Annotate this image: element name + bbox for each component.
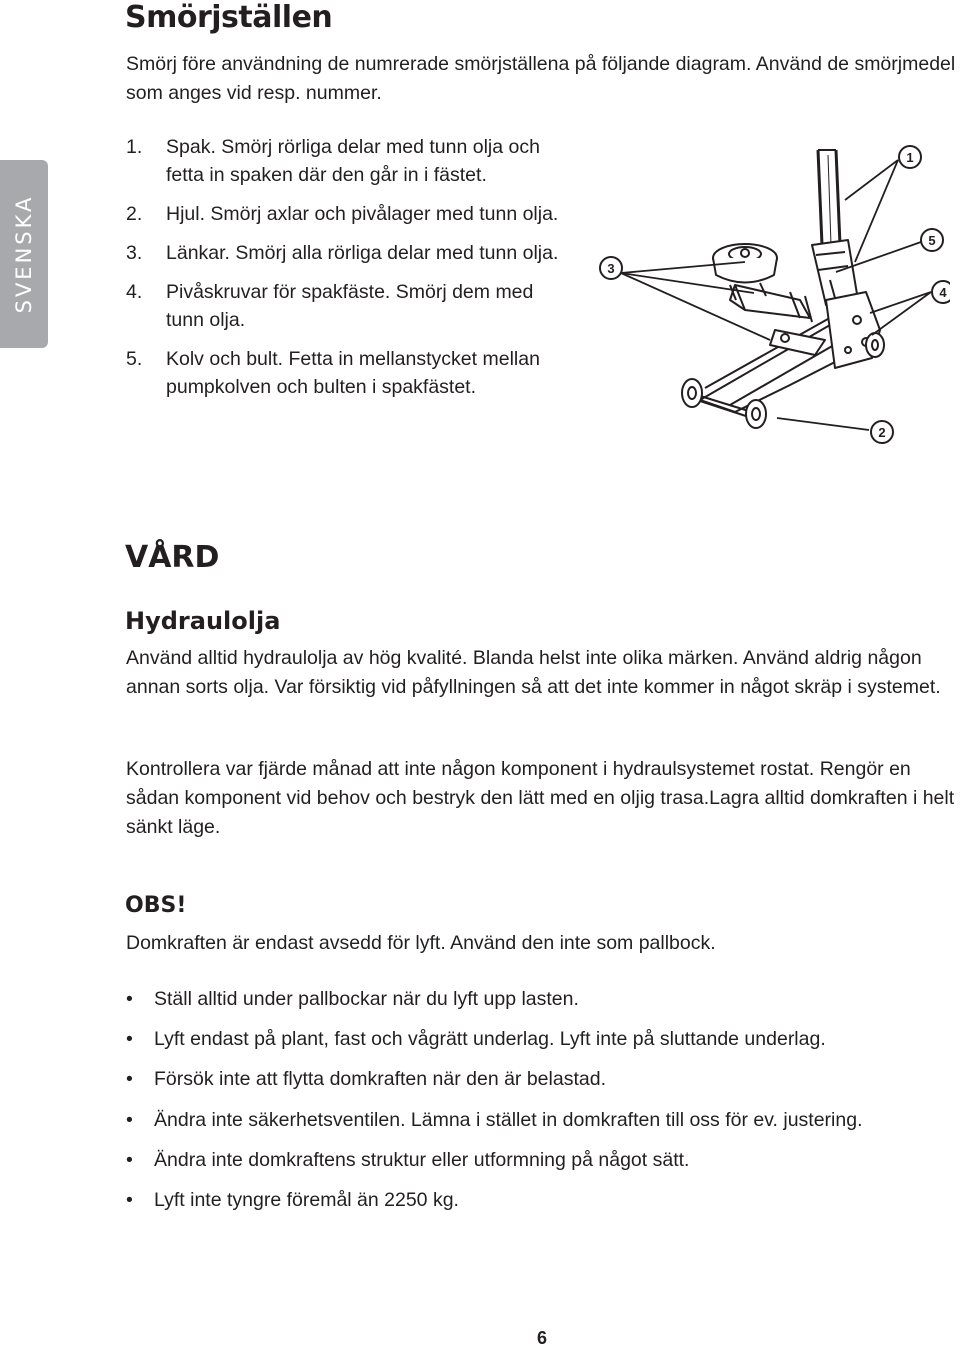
list-item [126, 1025, 956, 1054]
callout-label: 4 [939, 285, 947, 300]
bullet-icon: • [126, 1188, 133, 1211]
list-item [126, 1065, 956, 1094]
step-number: 4. [126, 281, 143, 303]
step-number: 3. [126, 242, 143, 264]
step-text: Hjul. Smörj axlar och pivålager med tunn olja. [166, 203, 559, 225]
list-item-text: Ändra inte säkerhetsventilen. Lämna i stället in domkraften till oss för ev. justering. [154, 1108, 863, 1131]
list-item [126, 985, 956, 1014]
list-item [126, 239, 576, 267]
callout-label: 3 [607, 261, 615, 276]
step-number: 1. [126, 136, 143, 158]
callout-label: 1 [906, 150, 914, 165]
maintenance-paragraph: Kontrollera var fjärde månad att inte någon komponent i hydraulsystemet rostat. Rengör en sådan komponent vid behov och bestryk den lätt med en oljig trasa.Lagra alltid domkraften i helt sänkt läge. [126, 758, 955, 838]
list-item-text: Lyft endast på plant, fast och vågrätt underlag. Lyft inte på sluttande underlag. [154, 1028, 826, 1051]
bullet-icon: • [126, 1028, 133, 1051]
list-item [126, 133, 576, 189]
callout-label: 2 [878, 425, 886, 440]
bullet-icon: • [126, 1148, 133, 1171]
list-item [126, 1146, 956, 1175]
garage-jack-diagram [590, 138, 950, 458]
section-title: VÅRD [125, 540, 220, 575]
warning-title: OBS! [125, 893, 187, 918]
bullet-icon: • [126, 1108, 133, 1131]
list-item-text: Lyft inte tyngre föremål än 2250 kg. [154, 1188, 459, 1211]
page-number: 6 [536, 1328, 547, 1348]
subsection-title: Hydraulolja [125, 607, 281, 635]
step-text: Pivåskruvar för spakfäste. Smörj dem med tunn olja. [166, 281, 534, 331]
step-number: 2. [126, 203, 143, 225]
bullet-icon: • [126, 988, 133, 1010]
intro-paragraph: Smörj före användning de numrerade smörjställena på följande diagram. Använd de smörjmedel som anges vid resp. nummer. [126, 53, 956, 104]
language-tab [0, 160, 48, 348]
callout-label: 5 [928, 233, 936, 248]
list-item-text: Ställ alltid under pallbockar när du lyft upp lasten. [154, 988, 579, 1010]
page-title: Smörjställen [125, 0, 333, 35]
safety-list [126, 985, 956, 1226]
step-number: 5. [126, 348, 143, 370]
list-item [126, 278, 576, 334]
list-item [126, 1186, 956, 1215]
list-item [126, 1106, 956, 1135]
step-text: Kolv och bult. Fetta in mellanstycket mellan pumpkolven och bulten i spakfästet. [166, 348, 540, 398]
language-tab-label: SVENSKA [12, 194, 36, 314]
list-item [126, 345, 576, 401]
step-text: Spak. Smörj rörliga delar med tunn olja och fetta in spaken där den går in i fästet. [166, 136, 540, 186]
list-item [126, 200, 576, 228]
warning-text: Domkraften är endast avsedd för lyft. Använd den inte som pallbock. [126, 932, 716, 954]
step-text: Länkar. Smörj alla rörliga delar med tunn olja. [166, 242, 559, 264]
lubrication-steps [126, 133, 576, 412]
list-item-text: Försök inte att flytta domkraften när den är belastad. [154, 1068, 606, 1091]
list-item-text: Ändra inte domkraftens struktur eller utformning på något sätt. [154, 1148, 690, 1171]
bullet-icon: • [126, 1068, 133, 1091]
hydraulic-oil-paragraph: Använd alltid hydraulolja av hög kvalité. Blanda helst inte olika märken. Använd aldrig någon annan sorts olja. Var försiktig vid påfyllningen så att det inte kommer in något skräp i systemet. [126, 647, 941, 698]
